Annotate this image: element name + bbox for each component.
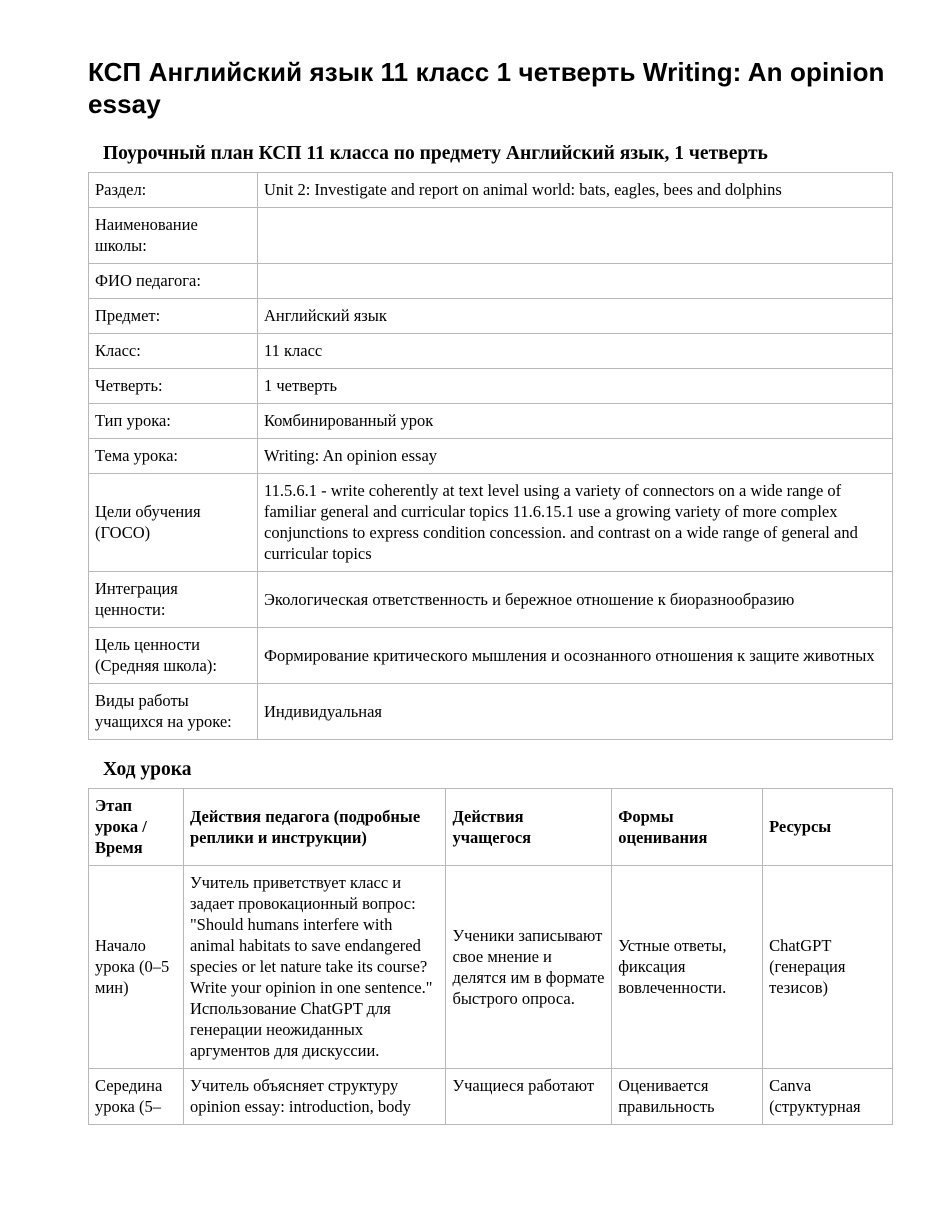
lesson-flow-table <box>88 788 893 1125</box>
table-row <box>89 684 893 740</box>
document-page <box>88 56 893 1125</box>
info-value: 11 класс <box>258 334 893 369</box>
info-value: Экологическая ответственность и бережное отношение к биоразнообразию <box>258 572 893 628</box>
info-value: Unit 2: Investigate and report on animal world: bats, eagles, bees and dolphins <box>258 173 893 208</box>
info-value: 11.5.6.1 - write coherently at text level using a variety of connectors on a wide range of familiar general and curricular topics 11.6.15.1 use a growing variety of more complex conjunctions to express condition concession. and contrast on a wide range of general and curricular topics <box>258 474 893 572</box>
info-key: Виды работы учащихся на уроке: <box>89 684 258 740</box>
table-row <box>89 334 893 369</box>
table-row <box>89 173 893 208</box>
table-row <box>89 866 893 1069</box>
plan-heading: Поурочный план КСП 11 класса по предмету Английский язык, 1 четверть <box>103 143 768 164</box>
lesson-heading: Ход урока <box>103 759 192 780</box>
table-row <box>89 299 893 334</box>
info-key: Тема урока: <box>89 439 258 474</box>
lesson-info-table <box>88 172 893 740</box>
info-key: Четверть: <box>89 369 258 404</box>
table-row <box>89 572 893 628</box>
info-key: Наименование школы: <box>89 208 258 264</box>
info-value: Комбинированный урок <box>258 404 893 439</box>
table-header-row <box>89 789 893 866</box>
info-key: Класс: <box>89 334 258 369</box>
info-value: 1 четверть <box>258 369 893 404</box>
info-key: Предмет: <box>89 299 258 334</box>
table-row <box>89 208 893 264</box>
table-row <box>89 404 893 439</box>
info-key: Интеграция ценности: <box>89 572 258 628</box>
stage-cell: Середина урока (5– <box>89 1069 184 1125</box>
document-title: КСП Английский язык 11 класс 1 четверть Writing: An opinion essay <box>88 57 885 119</box>
resources-cell: ChatGPT (генерация тезисов) <box>763 866 893 1069</box>
student-actions-cell: Ученики записывают свое мнение и делятся им в формате быстрого опроса. <box>446 866 612 1069</box>
resources-cell: Canva (структурная <box>763 1069 893 1125</box>
column-header: Этап урока / Время <box>89 789 184 866</box>
teacher-actions-cell: Учитель объясняет структуру opinion essay: introduction, body <box>183 1069 446 1125</box>
info-key: Раздел: <box>89 173 258 208</box>
info-value: Формирование критического мышления и осознанного отношения к защите животных <box>258 628 893 684</box>
column-header: Ресурсы <box>763 789 893 866</box>
info-value: Английский язык <box>258 299 893 334</box>
info-value: Индивидуальная <box>258 684 893 740</box>
info-key: Цель ценности (Средняя школа): <box>89 628 258 684</box>
table-row <box>89 439 893 474</box>
column-header: Формы оценивания <box>612 789 763 866</box>
stage-cell: Начало урока (0–5 мин) <box>89 866 184 1069</box>
column-header: Действия учащегося <box>446 789 612 866</box>
info-value: Writing: An opinion essay <box>258 439 893 474</box>
assessment-cell: Оценивается правильность <box>612 1069 763 1125</box>
column-header: Действия педагога (подробные реплики и инструкции) <box>183 789 446 866</box>
table-row <box>89 1069 893 1125</box>
table-row <box>89 369 893 404</box>
info-key: Тип урока: <box>89 404 258 439</box>
info-value <box>258 264 893 299</box>
assessment-cell: Устные ответы, фиксация вовлеченности. <box>612 866 763 1069</box>
table-row <box>89 474 893 572</box>
student-actions-cell: Учащиеся работают <box>446 1069 612 1125</box>
info-key: Цели обучения (ГОСО) <box>89 474 258 572</box>
table-row <box>89 628 893 684</box>
info-key: ФИО педагога: <box>89 264 258 299</box>
table-row <box>89 264 893 299</box>
info-value <box>258 208 893 264</box>
teacher-actions-cell: Учитель приветствует класс и задает провокационный вопрос: "Should humans interfere with animal habitats to save endangered species or let nature take its course? Write your opinion in one sentence." Использование ChatGPT для генерации неожиданных аргументов для дискуссии. <box>183 866 446 1069</box>
